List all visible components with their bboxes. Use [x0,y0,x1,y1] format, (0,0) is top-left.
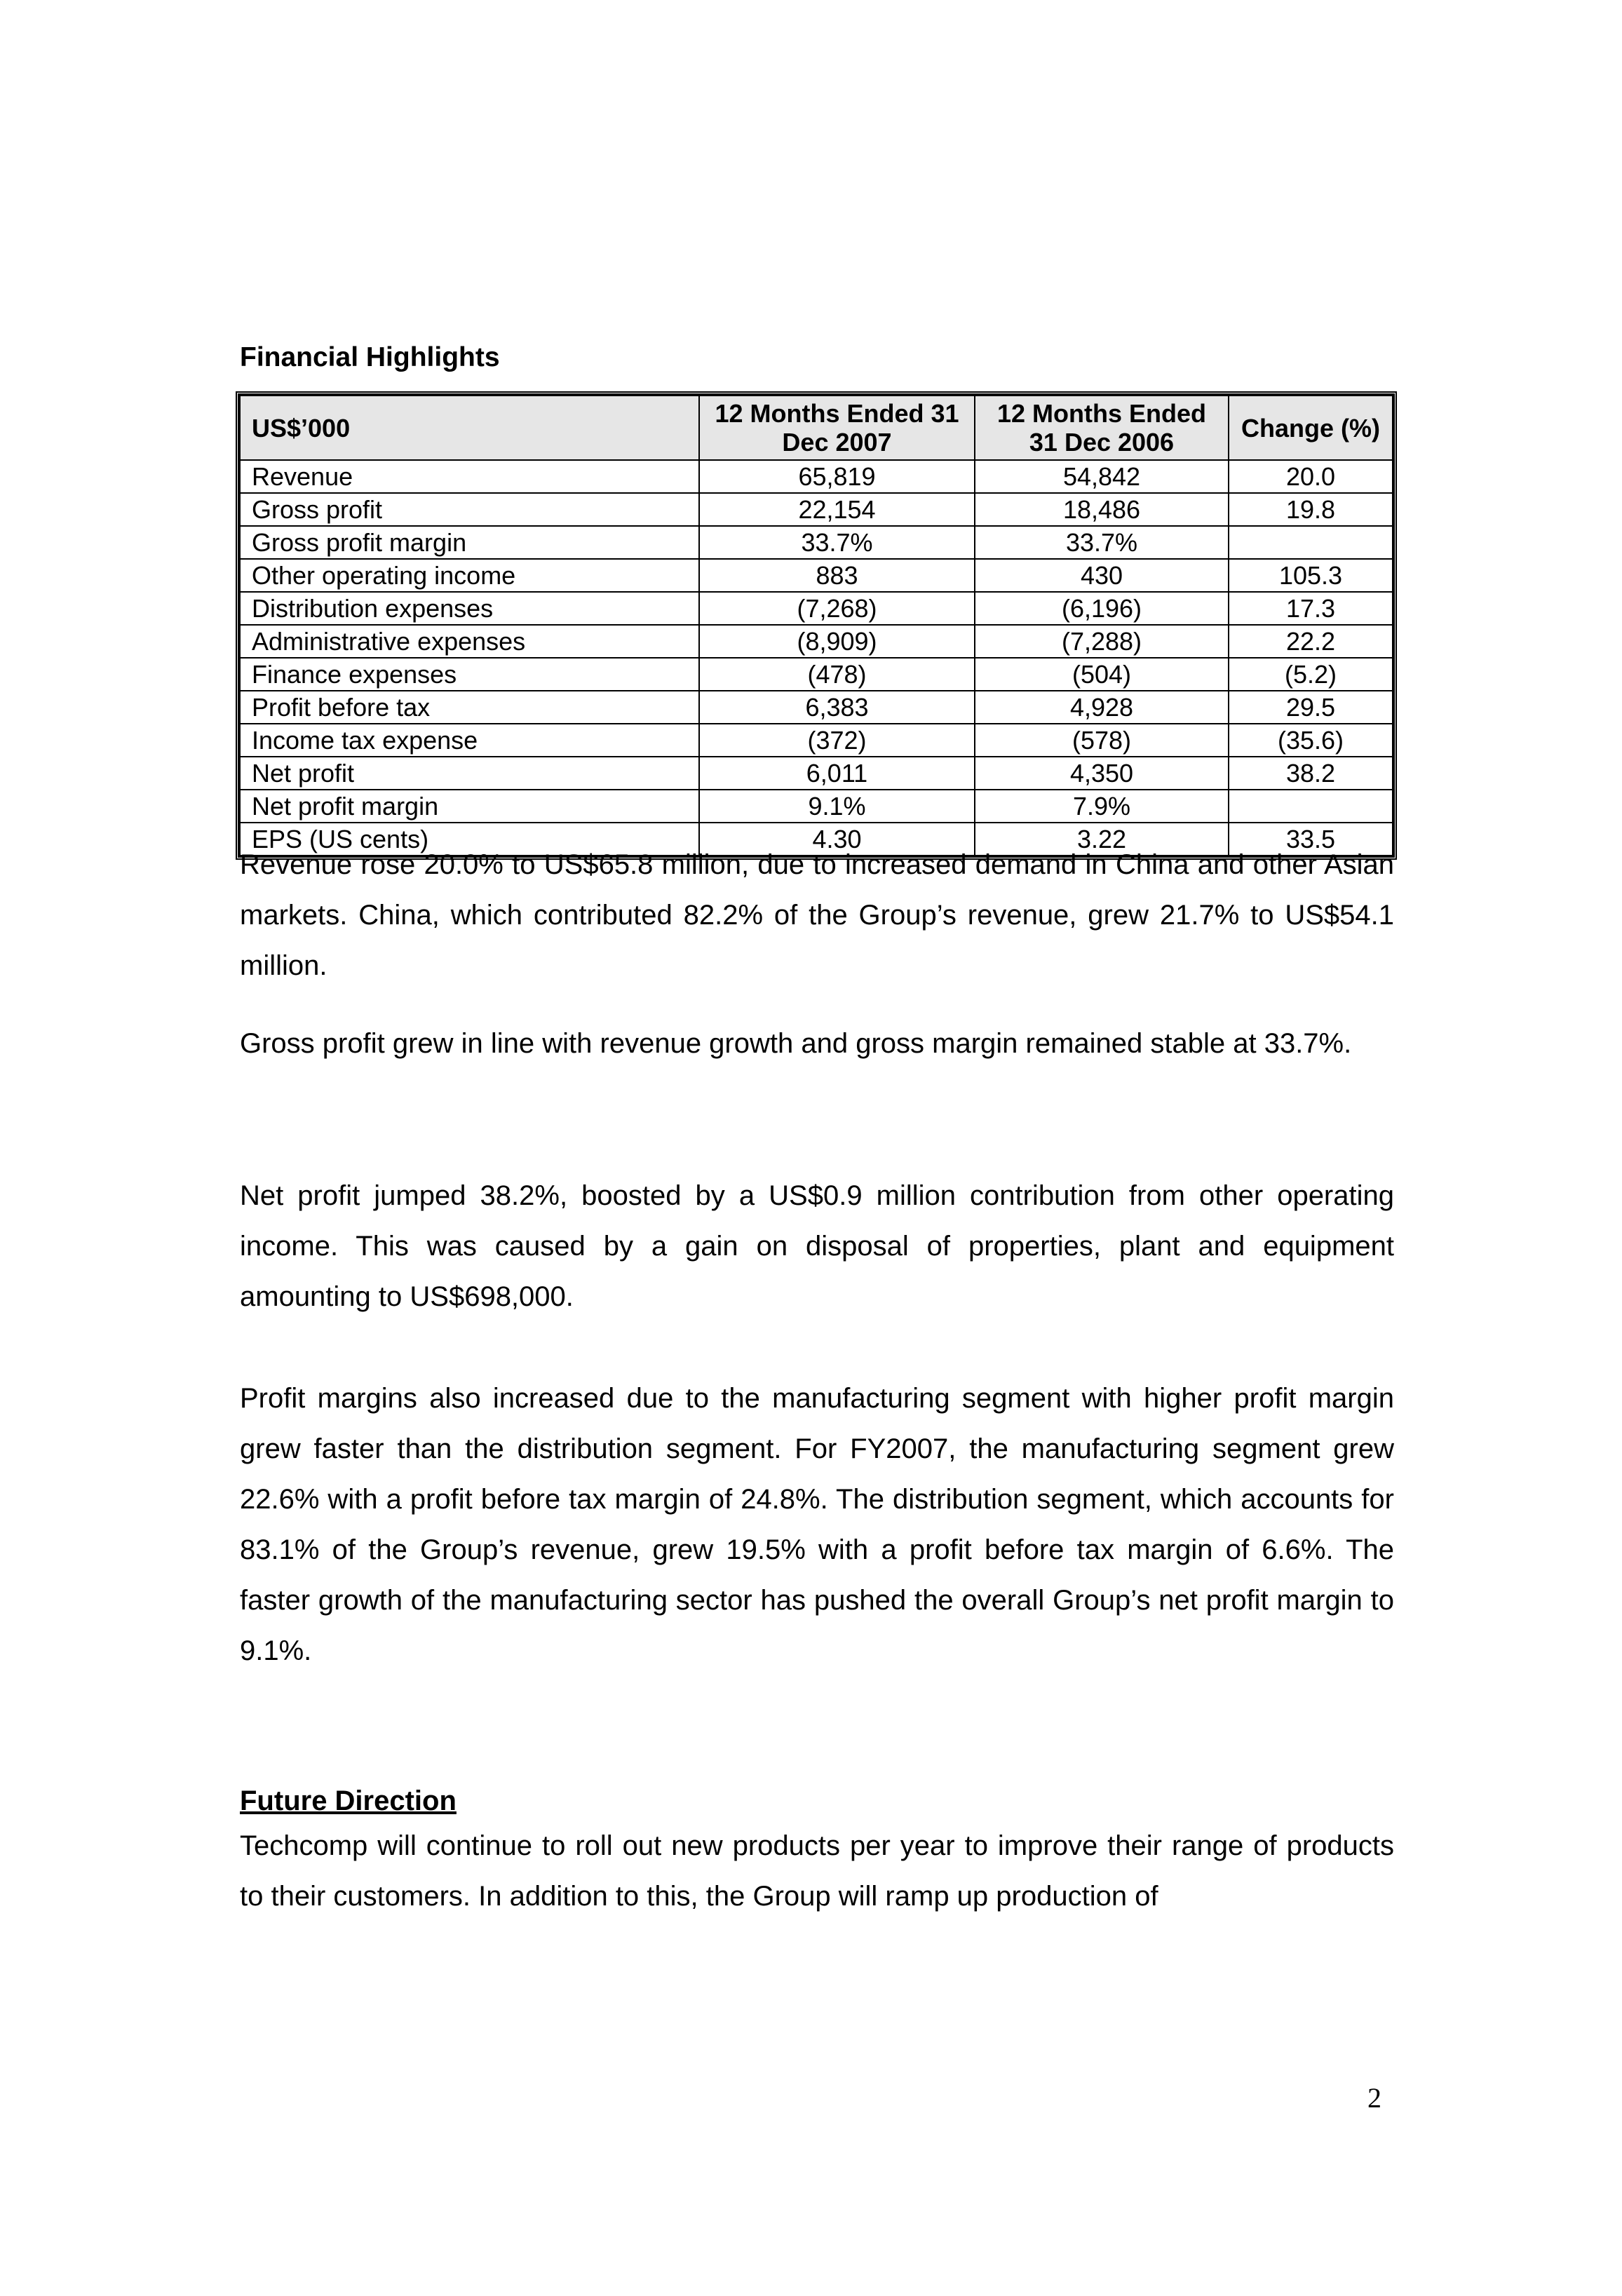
value-2006: 4,350 [975,757,1229,790]
value-2007: 9.1% [699,790,975,823]
table-row [240,493,1393,526]
change-value: 105.3 [1229,559,1393,592]
value-2007: 65,819 [699,460,975,493]
row-label: Administrative expenses [240,625,699,658]
value-2007: (372) [699,724,975,757]
change-value [1229,526,1393,559]
value-2007: (8,909) [699,625,975,658]
value-2007: 6,383 [699,691,975,724]
value-2007: (478) [699,658,975,691]
profit-margins-paragraph: Profit margins also increased due to the manufacturing segment with higher profit margin grew faster than the distribution segment. For FY2007, the manufacturing segment grew 22.6% with a profit before tax margin of 24.8%. The distribution segment, which accounts for 83.1% of the Group’s revenue, grew 19.5% with a profit before tax margin of 6.6%. The faster growth of the manufacturing sector has pushed the overall Group’s net profit margin to 9.1%. [240,1383,1394,1666]
value-2006: (504) [975,658,1229,691]
value-2006: 33.7% [975,526,1229,559]
future-direction-paragraph: Techcomp will continue to roll out new products per year to improve their range of products to their customers. In addition to this, the Group will ramp up production of [240,1830,1394,1912]
row-label: Distribution expenses [240,592,699,625]
page-number: 2 [1367,2082,1381,2114]
value-2006: 7.9% [975,790,1229,823]
value-2006: (7,288) [975,625,1229,658]
table-row [240,757,1393,790]
financial-highlights-table-frame [236,391,1397,860]
value-2007: 4.30 [699,823,975,856]
row-label: Profit before tax [240,691,699,724]
row-label: Revenue [240,460,699,493]
net-profit-paragraph: Net profit jumped 38.2%, boosted by a US$0.9 million contribution from other operating income. This was caused by a gain on disposal of properties, plant and equipment amounting to US$698,000. [240,1180,1394,1312]
table-row [240,724,1393,757]
change-value: (5.2) [1229,658,1393,691]
table-row [240,658,1393,691]
change-value: (35.6) [1229,724,1393,757]
table-header-row [240,396,1393,460]
value-2007: 33.7% [699,526,975,559]
table-row [240,526,1393,559]
row-label: Gross profit [240,493,699,526]
row-label: Net profit margin [240,790,699,823]
table-row [240,691,1393,724]
value-2006: 54,842 [975,460,1229,493]
year-2007-header: 12 Months Ended 31 Dec 2007 [699,396,975,460]
table-row [240,625,1393,658]
value-2007: 883 [699,559,975,592]
value-2007: 22,154 [699,493,975,526]
gross-profit-paragraph: Gross profit grew in line with revenue growth and gross margin remained stable at 33.7%. [240,1028,1352,1059]
change-value: 29.5 [1229,691,1393,724]
row-label: Income tax expense [240,724,699,757]
change-value: 17.3 [1229,592,1393,625]
table-row [240,460,1393,493]
value-2006: 430 [975,559,1229,592]
row-label: Finance expenses [240,658,699,691]
value-2006: (6,196) [975,592,1229,625]
value-2007: (7,268) [699,592,975,625]
change-value: 38.2 [1229,757,1393,790]
table-row [240,559,1393,592]
change-value: 22.2 [1229,625,1393,658]
table-body [240,460,1393,856]
future-direction-heading: Future Direction [240,1785,457,1816]
revenue-paragraph: Revenue rose 20.0% to US$65.8 million, due to increased demand in China and other Asian markets. China, which contributed 82.2% of the Group’s revenue, grew 21.7% to US$54.1 million. [240,849,1394,981]
row-label: Gross profit margin [240,526,699,559]
change-value: 33.5 [1229,823,1393,856]
change-value: 19.8 [1229,493,1393,526]
row-label: Net profit [240,757,699,790]
value-2006: 4,928 [975,691,1229,724]
value-2006: 18,486 [975,493,1229,526]
change-header: Change (%) [1229,396,1393,460]
table-row [240,592,1393,625]
row-label: EPS (US cents) [240,823,699,856]
row-label: Other operating income [240,559,699,592]
table-row [240,790,1393,823]
value-2006: 3.22 [975,823,1229,856]
change-value [1229,790,1393,823]
unit-header: US$’000 [240,396,699,460]
value-2007: 6,011 [699,757,975,790]
financial-highlights-table [239,395,1393,856]
change-value: 20.0 [1229,460,1393,493]
value-2006: (578) [975,724,1229,757]
financial-highlights-heading: Financial Highlights [240,342,500,372]
year-2006-header: 12 Months Ended 31 Dec 2006 [975,396,1229,460]
